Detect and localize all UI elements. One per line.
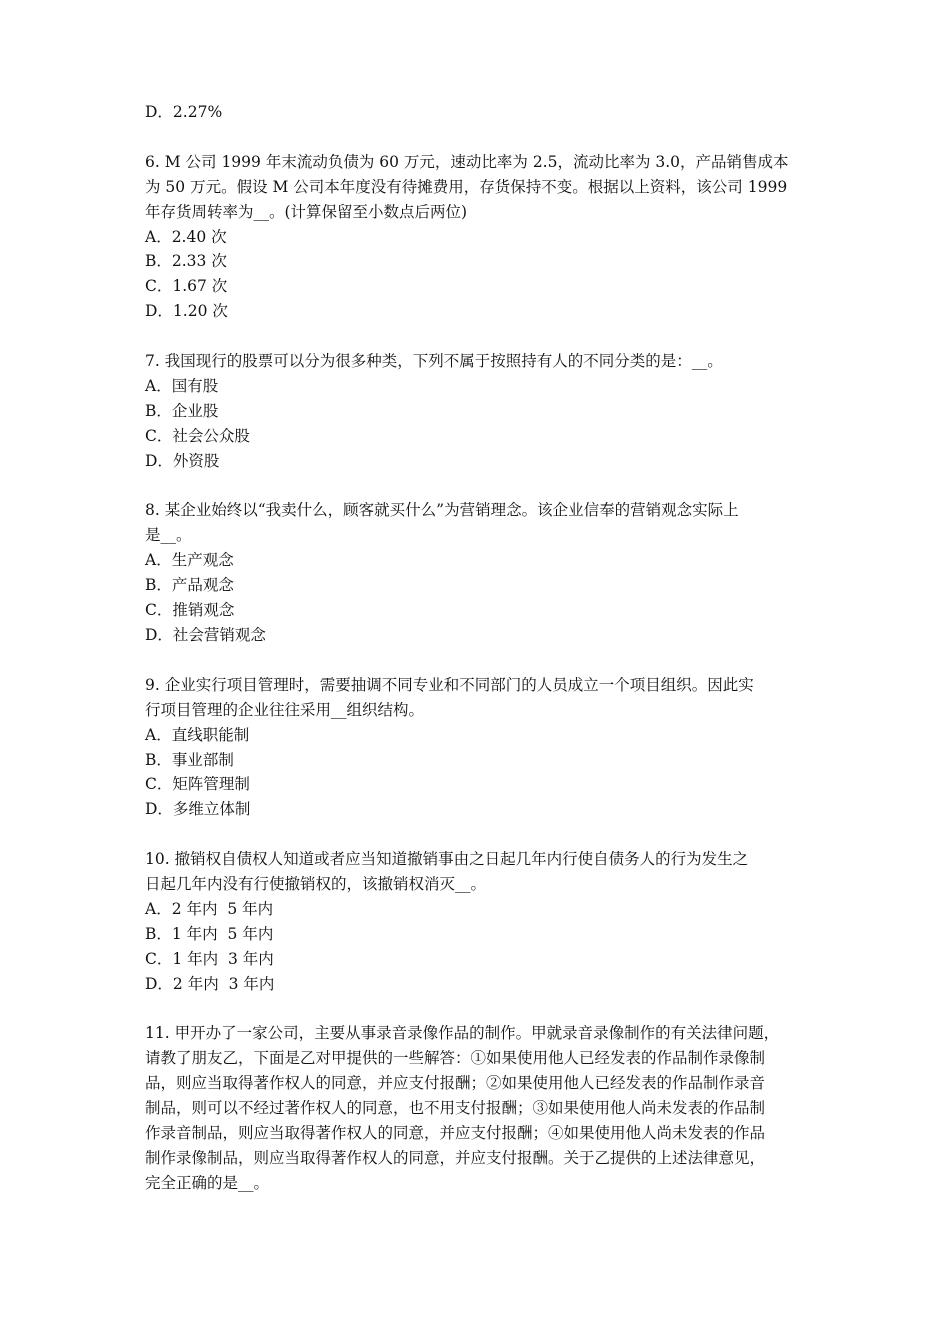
spacer (145, 125, 810, 150)
spacer (145, 997, 810, 1022)
answer-option: B．2.33 次 (145, 252, 227, 271)
spacer (145, 324, 810, 349)
question-stem-line: 11. 甲开办了一家公司，主要从事录音录像作品的制作。甲就录音录像制作的有关法律问题， (145, 1024, 780, 1043)
question-block (145, 847, 810, 996)
answer-option: D．外资股 (145, 451, 220, 470)
question-block (145, 349, 810, 474)
question-stem-line: 8. 某企业始终以“我卖什么，顾客就买什么”为营销理念。该企业信奉的营销观念实际上 (145, 501, 739, 520)
answer-option: D．2 年内 3 年内 (145, 974, 275, 993)
answer-option: C．矩阵管理制 (145, 775, 250, 794)
question-block (145, 498, 810, 647)
spacer (145, 474, 810, 499)
question-list (145, 150, 810, 1196)
question-stem-line: 品，则应当取得著作权人的同意，并应支付报酬；②如果使用他人已经发表的作品制作录音 (145, 1074, 766, 1093)
question-stem-line: 9. 企业实行项目管理时，需要抽调不同专业和不同部门的人员成立一个项目组织。因此实 (145, 675, 754, 694)
question-stem-line: 制品，则可以不经过著作权人的同意，也不用支付报酬；③如果使用他人尚未发表的作品制 (145, 1099, 766, 1118)
spacer (145, 648, 810, 673)
question-stem-line: 制作录像制品，则应当取得著作权人的同意，并应支付报酬。关于乙提供的上述法律意见， (145, 1148, 766, 1167)
answer-option: D．多维立体制 (145, 800, 251, 819)
answer-option: A．国有股 (145, 376, 219, 395)
answer-option: C．社会公众股 (145, 426, 250, 445)
answer-option: C．1 年内 3 年内 (145, 949, 274, 968)
answer-option: A．2.40 次 (145, 227, 227, 246)
question-block (145, 673, 810, 822)
question-stem-line: 完全正确的是__。 (145, 1173, 270, 1192)
question-stem-line: 6. M 公司 1999 年末流动负债为 60 万元，速动比率为 2.5，流动比率为 3.0，产品销售成本 (145, 152, 789, 171)
answer-option: B．企业股 (145, 401, 219, 420)
answer-option: B．事业部制 (145, 750, 234, 769)
question-stem-line: 日起几年内没有行使撤销权的，该撤销权消灭__。 (145, 875, 487, 894)
answer-option: C．推销观念 (145, 601, 235, 620)
answer-option: D．社会营销观念 (145, 625, 266, 644)
answer-option: B．1 年内 5 年内 (145, 924, 274, 943)
answer-option: A．2 年内 5 年内 (145, 899, 274, 918)
prev-question-option-d: D．2.27% (145, 103, 223, 121)
question-stem-line: 年存货周转率为__。(计算保留至小数点后两位) (145, 202, 468, 221)
question-block (145, 150, 810, 324)
question-stem-line: 为 50 万元。假设 M 公司本年度没有待摊费用，存货保持不变。根据以上资料，该公司 1999 (145, 177, 788, 196)
question-stem-line: 7. 我国现行的股票可以分为很多种类，下列不属于按照持有人的不同分类的是：__。 (145, 352, 723, 371)
question-stem-line: 行项目管理的企业往往采用__组织结构。 (145, 700, 425, 719)
question-stem-line: 请教了朋友乙，下面是乙对甲提供的一些解答：①如果使用他人已经发表的作品制作录像制 (145, 1049, 766, 1068)
answer-option: C．1.67 次 (145, 277, 228, 296)
question-block (145, 1021, 810, 1195)
answer-option: B．产品观念 (145, 576, 234, 595)
question-stem-line: 是__。 (145, 526, 192, 545)
document-page (145, 100, 810, 1196)
answer-option: D．1.20 次 (145, 302, 228, 321)
question-stem-line: 作录音制品，则应当取得著作权人的同意，并应支付报酬；④如果使用他人尚未发表的作品 (145, 1124, 766, 1143)
answer-option: A．生产观念 (145, 551, 234, 570)
answer-option: A．直线职能制 (145, 725, 250, 744)
question-stem-line: 10. 撤销权自债权人知道或者应当知道撤销事由之日起几年内行使自债务人的行为发生之 (145, 850, 749, 869)
spacer (145, 822, 810, 847)
